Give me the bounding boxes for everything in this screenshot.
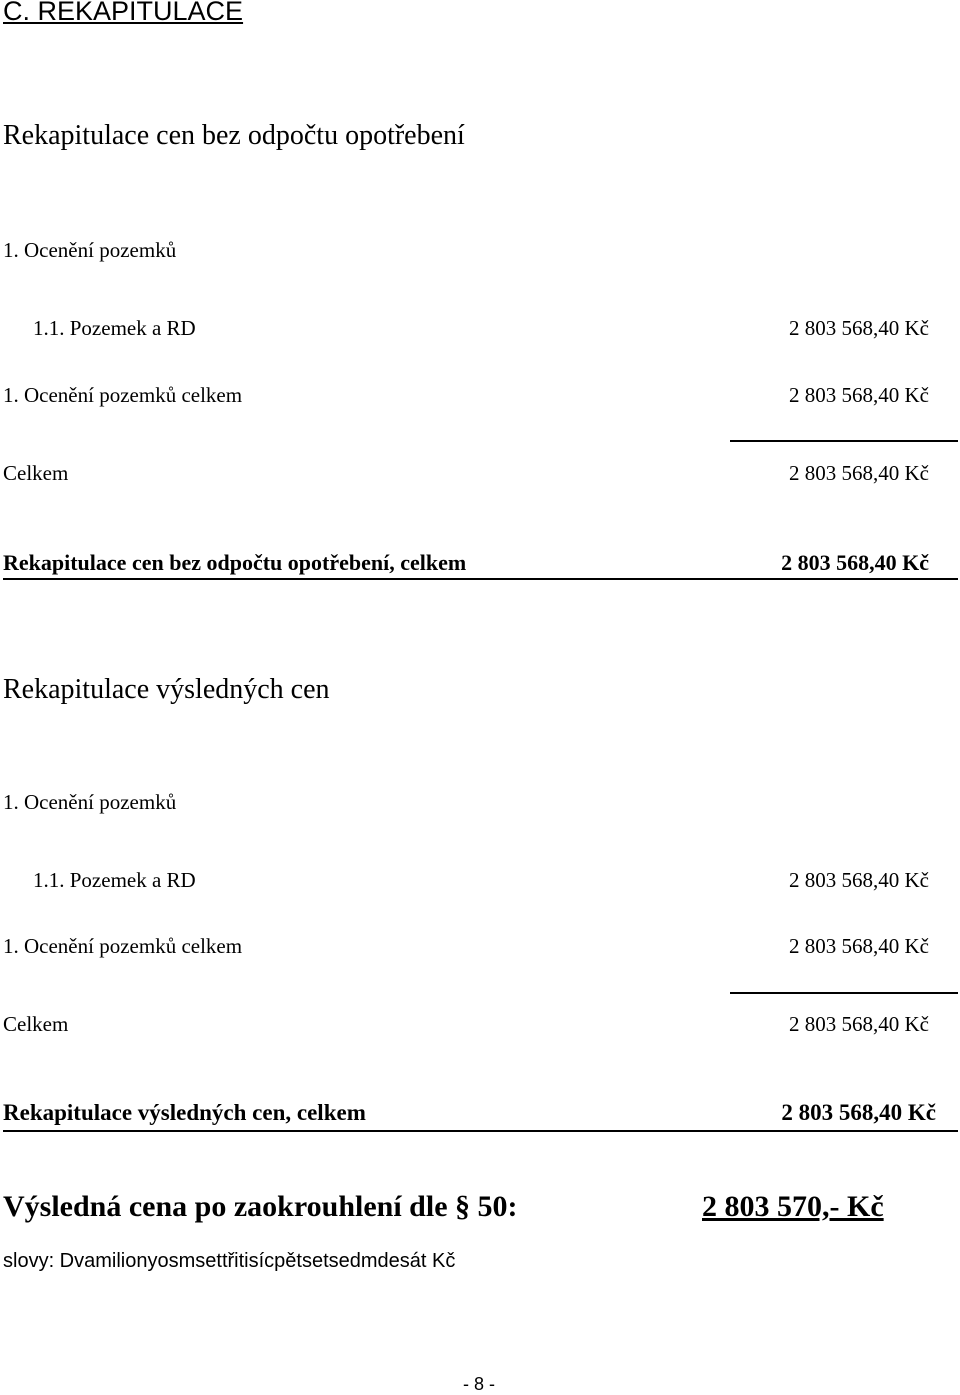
section-title-no-depreciation: Rekapitulace cen bez odpočtu opotřebení [3,120,465,151]
group-total-label: 1. Ocenění pozemků celkem [3,934,243,958]
group-total-amount: 2 803 568,40 Kč [789,934,929,958]
grand-total-amount: 2 803 568,40 Kč [781,1100,936,1125]
total-label: Celkem [3,461,69,485]
grand-total-label: Rekapitulace cen bez odpočtu opotřebení, celkem [3,550,467,575]
final-price-amount: 2 803 570,- Kč [702,1190,884,1223]
grand-total-underline [3,578,958,580]
group-label: 1. Ocenění pozemků [3,238,177,262]
item-amount: 2 803 568,40 Kč [789,868,929,892]
sum-line [730,992,958,994]
group-label: 1. Ocenění pozemků [3,790,177,814]
total-amount: 2 803 568,40 Kč [789,461,929,485]
final-price-label: Výsledná cena po zaokrouhlení dle § 50: [3,1190,518,1223]
grand-total-label: Rekapitulace výsledných cen, celkem [3,1100,366,1125]
sum-line [730,440,958,442]
amount-in-words: slovy: Dvamilionyosmsettřitisícpětsetsedmdesát Kč [3,1250,456,1272]
grand-total-amount: 2 803 568,40 Kč [781,550,929,575]
item-label: 1.1. Pozemek a RD [33,316,196,340]
item-amount: 2 803 568,40 Kč [789,316,929,340]
item-label: 1.1. Pozemek a RD [33,868,196,892]
total-label: Celkem [3,1012,69,1036]
total-amount: 2 803 568,40 Kč [789,1012,929,1036]
group-total-label: 1. Ocenění pozemků celkem [3,383,243,407]
grand-total-underline [3,1130,958,1132]
page-number: - 8 - [463,1374,496,1394]
section-title-final-prices: Rekapitulace výsledných cen [3,674,330,705]
group-total-amount: 2 803 568,40 Kč [789,383,929,407]
page-heading: C. REKAPITULACE [3,0,244,26]
